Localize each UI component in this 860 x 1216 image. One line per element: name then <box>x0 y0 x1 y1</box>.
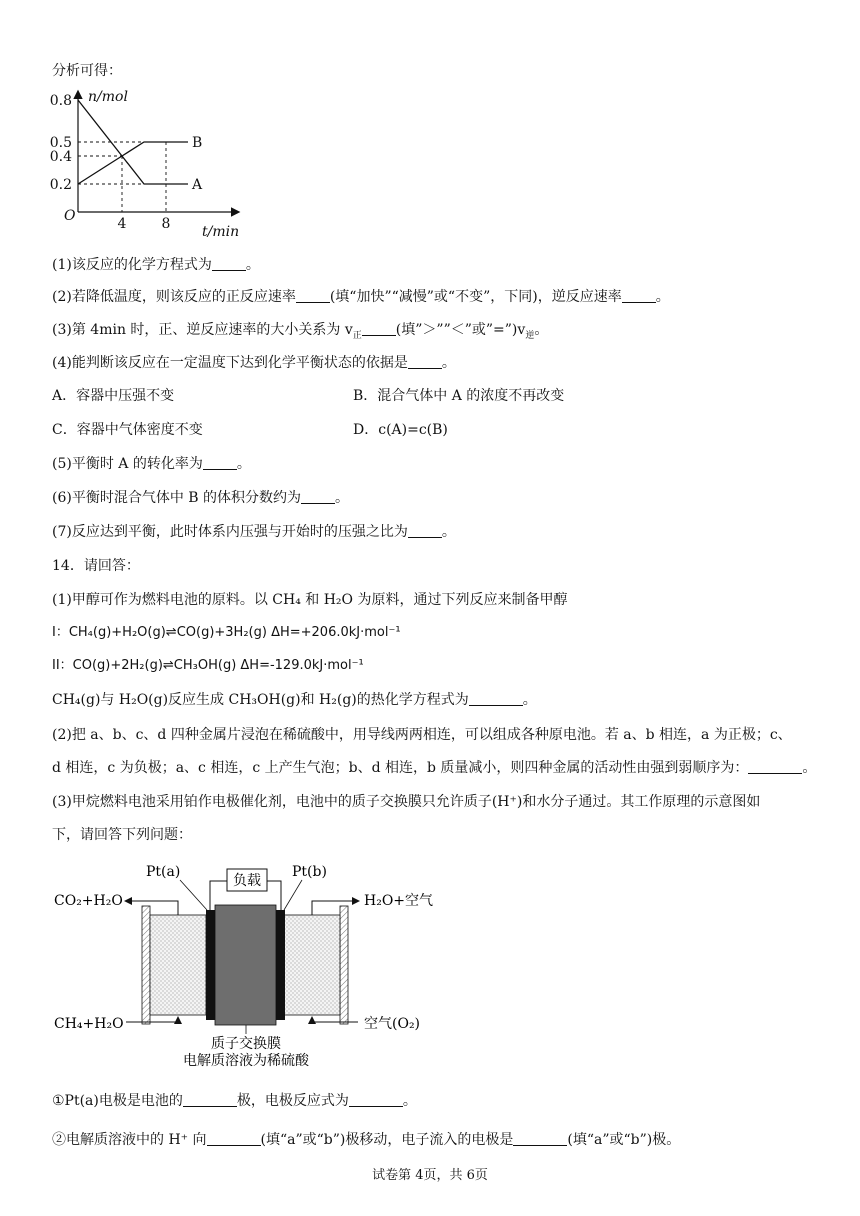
mole-time-graph <box>49 88 252 240</box>
answer-blank[interactable] <box>748 759 802 774</box>
q13-part1: (1)该反应的化学方程式为 。 <box>52 257 260 273</box>
answer-blank[interactable] <box>513 1131 567 1146</box>
q13-part6: (6)平衡时混合气体中 B 的体积分数约为 。 <box>52 490 350 506</box>
q14-part3-line2: 下，请回答下列问题： <box>52 827 192 843</box>
q13-part4: (4)能判断该反应在一定温度下达到化学平衡状态的依据是 。 <box>52 355 456 371</box>
x-tick-label: 8 <box>161 216 171 232</box>
inlet-right-arrow <box>312 1018 358 1022</box>
answer-blank[interactable] <box>362 321 396 336</box>
answer-blank[interactable] <box>212 256 246 271</box>
q14-part2-line1: (2)把 a、b、c、d 四种金属片浸泡在稀硫酸中，用导线两两相连，可以组成各种原电池。若 a、b 相连，a 为正极；c、 <box>52 727 792 743</box>
series-a-label: A <box>192 177 203 193</box>
answer-blank[interactable] <box>622 288 656 303</box>
right-end-plate <box>340 906 348 1024</box>
q14-title: 14．请回答： <box>52 558 140 574</box>
q14-sub2: ②电解质溶液中的 H⁺ 向 (填“a”或“b”)极移动，电子流入的电极是 (填“a”或“b”)极。 <box>52 1132 681 1148</box>
q14-part3-line1: (3)甲烷燃料电池采用铂作电极催化剂，电池中的质子交换膜只允许质子(H⁺)和水分子通过。其工作原理的示意图如 <box>52 794 761 810</box>
y-tick-label: 0.8 <box>49 93 72 109</box>
outlet-left-arrow <box>126 901 178 915</box>
inlet-right-label: 空气(O₂) <box>364 1016 421 1032</box>
inlet-left-label: CH₄+H₂O <box>54 1016 124 1032</box>
q14-part2-line2: d 相连，c 为负极；a、c 相连，c 上产生气泡；b、d 相连，b 质量减小，则四种金属的活动性由强到弱顺序为： 。 <box>52 760 817 776</box>
option-d[interactable]: D．c(A)=c(B) <box>353 422 448 438</box>
y-tick-label: 0.5 <box>49 135 72 151</box>
membrane-label: 质子交换膜 <box>211 1036 281 1052</box>
q13-part2: (2)若降低温度，则该反应的正反应速率 (填“加快”“减慢”或“不变”，下同)，逆反应速率 。 <box>52 289 670 305</box>
page-footer: 试卷第 4页，共 6页 <box>372 1168 488 1183</box>
outlet-left-label: CO₂+H₂O <box>54 893 123 909</box>
answer-blank[interactable] <box>296 288 330 303</box>
origin-label: O <box>64 208 76 224</box>
option-b[interactable]: B．混合气体中 A 的浓度不再改变 <box>353 388 565 404</box>
series-b-label: B <box>192 135 203 151</box>
q14-part1-text: (1)甲醇可作为燃料电池的原料。以 CH₄ 和 H₂O 为原料，通过下列反应来制备甲醇 <box>52 592 568 608</box>
y-axis-label: n/mol <box>88 89 128 105</box>
series-b-line <box>78 142 188 184</box>
option-a[interactable]: A．容器中压强不变 <box>52 388 175 404</box>
y-tick-label: 0.2 <box>49 177 72 193</box>
electrode-pt-b <box>276 910 285 1020</box>
pt-a-label: Pt(a) <box>146 864 181 880</box>
answer-blank[interactable] <box>203 455 237 470</box>
answer-blank[interactable] <box>469 691 523 706</box>
equation-1: I：CH₄(g)+H₂O(g)⇌CO(g)+3H₂(g) ΔH=+206.0kJ·mol⁻¹ <box>52 625 401 640</box>
q13-part5: (5)平衡时 A 的转化率为 。 <box>52 456 251 472</box>
answer-blank[interactable] <box>408 523 442 538</box>
answer-blank[interactable] <box>207 1131 261 1146</box>
fuel-cell-diagram <box>50 858 450 1068</box>
q13-part3: (3)第 4min 时，正、逆反应速率的大小关系为 $v_正$ (填”＞””＜”或$”=”)v_逆$。 <box>52 322 549 341</box>
answer-blank[interactable] <box>349 1092 403 1107</box>
answer-blank[interactable] <box>408 354 442 369</box>
q14-part1-question: CH₄(g)与 H₂O(g)反应生成 CH₃OH(g)和 H₂(g)的热化学方程式为 。 <box>52 692 537 708</box>
cathode-chamber <box>284 915 340 1015</box>
equation-2: II：CO(g)+2H₂(g)⇌CH₃OH(g) ΔH=-129.0kJ·mol⁻¹ <box>52 658 364 673</box>
outlet-right-label: H₂O+空气 <box>364 893 434 909</box>
left-end-plate <box>142 906 150 1024</box>
pt-b-label: Pt(b) <box>292 864 327 880</box>
option-c[interactable]: C．容器中气体密度不变 <box>52 422 203 438</box>
electrolyte-label: 电解质溶液为稀硫酸 <box>183 1053 309 1069</box>
intro-text: 分析可得： <box>52 63 122 79</box>
electrode-pt-a <box>206 910 215 1020</box>
x-axis-label: t/min <box>202 224 240 240</box>
x-tick-label: 4 <box>117 216 127 232</box>
proton-exchange-membrane <box>215 905 276 1025</box>
q14-sub1: ①Pt(a)电极是电池的 极，电极反应式为 。 <box>52 1093 417 1109</box>
answer-blank[interactable] <box>183 1092 237 1107</box>
load-label: 负载 <box>233 873 261 889</box>
y-tick-label: 0.4 <box>49 149 72 165</box>
answer-blank[interactable] <box>301 489 335 504</box>
inlet-left-arrow <box>126 1018 178 1022</box>
anode-chamber <box>150 915 206 1015</box>
outlet-right-arrow <box>312 901 358 915</box>
q13-part7: (7)反应达到平衡，此时体系内压强与开始时的压强之比为 。 <box>52 524 456 540</box>
